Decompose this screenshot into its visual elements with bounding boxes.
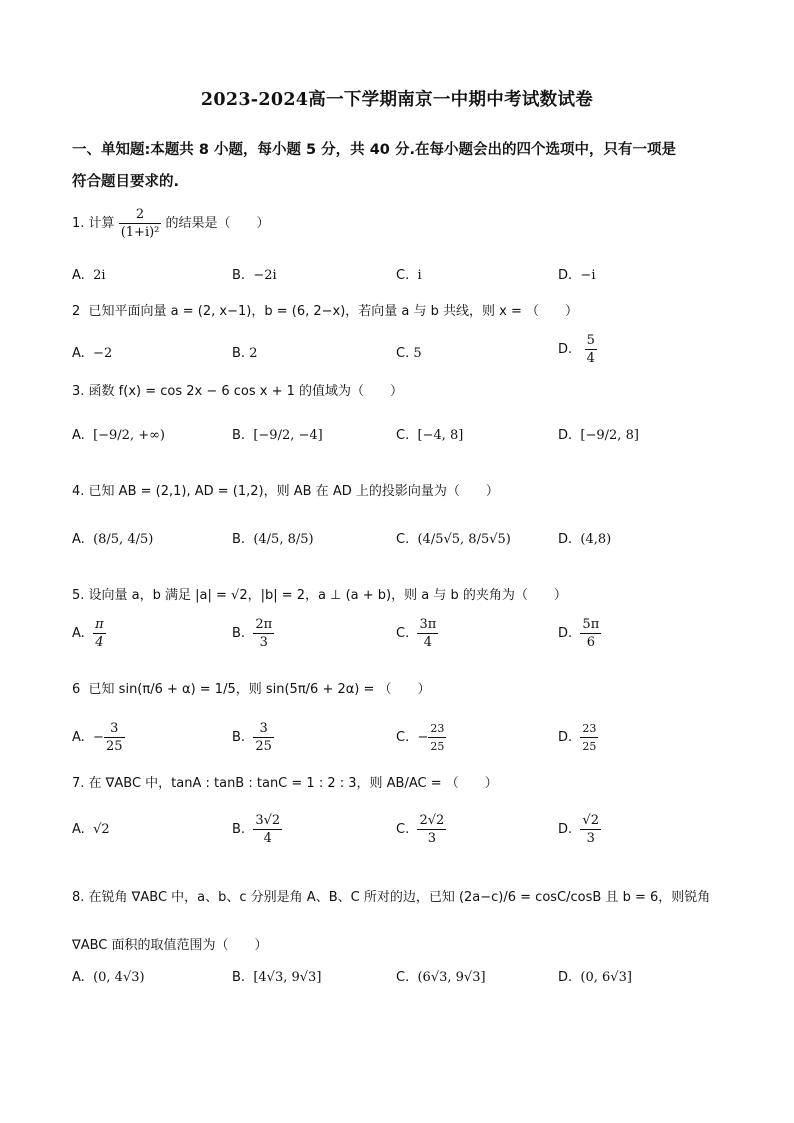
option-d[interactable]: D. $\frac{23}{25}$ (558, 722, 597, 753)
option-c[interactable]: C. i (396, 268, 422, 283)
question-number: 4. (72, 484, 85, 499)
section-heading-line1: 一、单知题:本题共 8 小题，每小题 5 分，共 40 分.在每小题会出的四个选项中，只有一项是 (72, 142, 676, 158)
question-number: 2 (72, 304, 81, 319)
question-text: 在锐角 ∇ABC 中，a、b、c 分别是角 A、B、C 所对的边，已知 (2a−c)/6 = cosC/cosB 且 b = 6，则锐角 (88, 890, 711, 905)
option-a[interactable]: A. [−9/2, +∞) (72, 428, 166, 443)
option-d[interactable]: D. (4,8) (558, 532, 612, 547)
question-text: 在 ∇ABC 中，tanA : tanB : tanC = 1 : 2 : 3，则 AB/AC = （ ） (88, 776, 498, 791)
option-c[interactable]: C. 5 (396, 346, 422, 361)
option-b[interactable]: B. 2 (232, 346, 258, 361)
fraction (119, 206, 162, 241)
question-number: 1. (72, 216, 85, 231)
fraction: $\frac{5}{4}$ (586, 333, 595, 366)
fraction-denominator: (1+i)² (120, 225, 160, 240)
option-d[interactable]: D. −i (558, 268, 596, 283)
option-d[interactable]: D. $\frac{5}{4}$ (558, 333, 595, 366)
option-a[interactable]: A. −2 (72, 346, 113, 361)
option-b[interactable]: B. −2i (232, 268, 277, 283)
question-text: 已知 sin(π/6 + α) = 1/5，则 sin(5π/6 + 2α) = （ ） (88, 682, 431, 697)
section-heading (72, 134, 732, 198)
question-number: 8. (72, 890, 85, 905)
page-title: 2023-2024高一下学期南京一中期中考试数试卷 (200, 90, 594, 110)
option-c[interactable]: C. (4/5√5, 8/5√5) (396, 532, 511, 547)
question-5 (72, 584, 567, 603)
question-number: 7. (72, 776, 85, 791)
question-number: 6 (72, 682, 81, 697)
question-text: 函数 f(x) = cos 2x − 6 cos x + 1 的值域为（ ） (88, 384, 404, 399)
option-c[interactable]: C. (6√3, 9√3] (396, 970, 486, 985)
fraction-numerator: 2 (119, 206, 162, 224)
question-number: 5. (72, 588, 85, 603)
question-8-line2: ∇ABC 面积的取值范围为（ ） (72, 938, 268, 953)
option-c[interactable]: C. − $\frac{23}{25}$ (396, 722, 445, 753)
option-a[interactable]: A. $\frac{\pi}{4}$ (72, 617, 104, 650)
option-d[interactable]: D. [−9/2, 8] (558, 428, 639, 443)
option-a[interactable]: A. − $\frac{3}{25}$ (72, 721, 123, 754)
option-c[interactable]: C. $\frac{2√2}{3}$ (396, 813, 445, 846)
question-7 (72, 772, 498, 791)
option-b[interactable]: B. [4√3, 9√3] (232, 970, 322, 985)
question-text: 的结果是（ ） (165, 216, 270, 231)
option-d[interactable]: D. (0, 6√3] (558, 970, 632, 985)
question-2 (72, 300, 578, 319)
option-b[interactable]: B. $\frac{2\pi}{3}$ (232, 617, 273, 650)
question-1 (72, 206, 270, 241)
question-6 (72, 678, 431, 697)
option-a[interactable]: A. √2 (72, 822, 110, 837)
option-b[interactable]: B. $\frac{3}{25}$ (232, 721, 272, 754)
question-8 (72, 886, 710, 905)
section-heading-line2: 符合题目要求的. (72, 174, 180, 190)
question-text: 计算 (88, 216, 115, 231)
option-d[interactable]: D. $\frac{√2}{3}$ (558, 813, 599, 846)
option-a[interactable]: A. (8/5, 4/5) (72, 532, 154, 547)
question-4 (72, 480, 499, 499)
option-a[interactable]: A. 2i (72, 268, 106, 283)
question-text: 已知 AB = (2,1), AD = (1,2)，则 AB 在 AD 上的投影向量为（ ） (88, 484, 499, 499)
question-number: 3. (72, 384, 85, 399)
option-d[interactable]: D. $\frac{5\pi}{6}$ (558, 617, 600, 650)
option-b[interactable]: B. [−9/2, −4] (232, 428, 323, 443)
option-c[interactable]: C. [−4, 8] (396, 428, 464, 443)
option-b[interactable]: B. (4/5, 8/5) (232, 532, 314, 547)
option-a[interactable]: A. (0, 4√3) (72, 970, 145, 985)
question-3 (72, 380, 403, 399)
question-text: 设向量 a，b 满足 |a| = √2，|b| = 2，a ⊥ (a + b)，则 a 与 b 的夹角为（ ） (88, 588, 567, 603)
option-c[interactable]: C. $\frac{3\pi}{4}$ (396, 617, 437, 650)
question-text: 已知平面向量 a = (2, x−1)，b = (6, 2−x)，若向量 a 与 b 共线，则 x = （ ） (88, 304, 579, 319)
option-b[interactable]: B. $\frac{3√2}{4}$ (232, 813, 281, 846)
